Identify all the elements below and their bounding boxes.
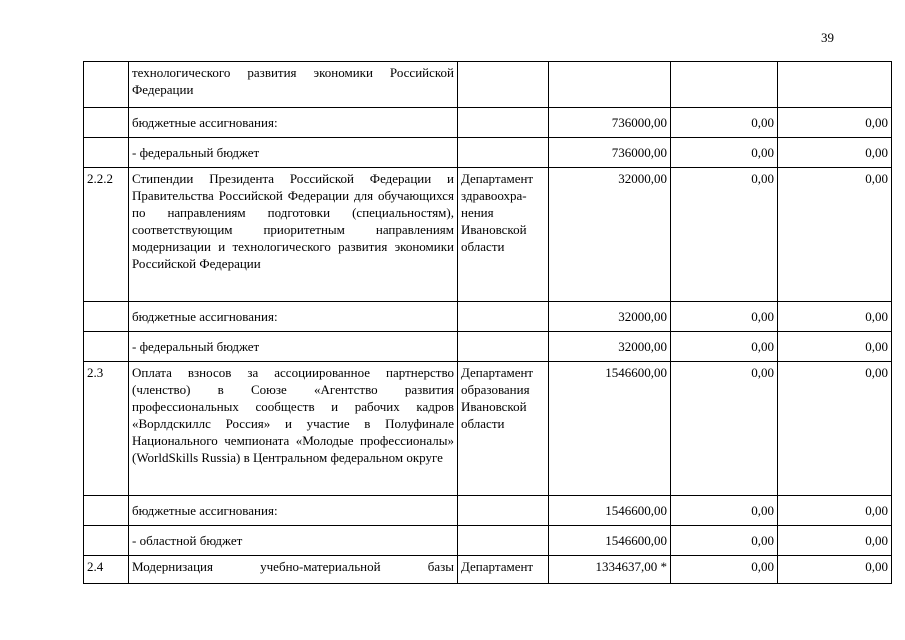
row-value-year2 — [671, 62, 778, 108]
table-row — [84, 496, 892, 526]
table-row — [84, 302, 892, 332]
row-financing: 32000,00 — [549, 332, 671, 362]
row-financing: 1334637,00 * — [549, 556, 671, 584]
row-number — [84, 302, 129, 332]
row-value-year3: 0,00 — [778, 332, 892, 362]
table-row — [84, 168, 892, 302]
row-number: 2.4 — [84, 556, 129, 584]
row-executor — [458, 332, 549, 362]
row-value-year3: 0,00 — [778, 168, 892, 302]
row-number — [84, 138, 129, 168]
row-financing: 1546600,00 — [549, 526, 671, 556]
table-row — [84, 362, 892, 496]
row-value-year2: 0,00 — [671, 108, 778, 138]
row-name: Оплата взносов за ассоциированное партнерство (членство) в Союзе «Агентство развития профессиональных сообществ и рабочих кадров «Ворлдскиллс Россия» и участие в Полуфинале Национального чемпионата «Молодые профессионалы» (WorldSkills Russia) в Центральном федеральном округе — [129, 362, 458, 496]
row-value-year3: 0,00 — [778, 556, 892, 584]
row-number — [84, 62, 129, 108]
row-executor: Департамент образования Ивановской области — [458, 362, 549, 496]
row-value-year3 — [778, 62, 892, 108]
row-name: бюджетные ассигнования: — [129, 108, 458, 138]
table-row — [84, 108, 892, 138]
row-value-year2: 0,00 — [671, 302, 778, 332]
row-financing: 32000,00 — [549, 168, 671, 302]
row-name: бюджетные ассигнования: — [129, 496, 458, 526]
table-row — [84, 62, 892, 108]
row-executor — [458, 526, 549, 556]
row-executor: Департамент здравоохра-нения Ивановской области — [458, 168, 549, 302]
row-number — [84, 332, 129, 362]
table-row — [84, 556, 892, 584]
row-executor — [458, 62, 549, 108]
table-row — [84, 526, 892, 556]
row-value-year2: 0,00 — [671, 138, 778, 168]
row-name: - федеральный бюджет — [129, 138, 458, 168]
row-value-year2: 0,00 — [671, 168, 778, 302]
row-value-year3: 0,00 — [778, 526, 892, 556]
row-name: - областной бюджет — [129, 526, 458, 556]
row-number — [84, 496, 129, 526]
row-number: 2.3 — [84, 362, 129, 496]
row-name: технологического развития экономики Российской Федерации — [129, 62, 458, 108]
table-row — [84, 332, 892, 362]
row-name: - федеральный бюджет — [129, 332, 458, 362]
row-value-year2: 0,00 — [671, 556, 778, 584]
row-value-year3: 0,00 — [778, 362, 892, 496]
row-executor — [458, 302, 549, 332]
row-number — [84, 108, 129, 138]
row-executor — [458, 138, 549, 168]
row-value-year3: 0,00 — [778, 496, 892, 526]
row-executor — [458, 108, 549, 138]
row-value-year2: 0,00 — [671, 362, 778, 496]
row-executor — [458, 496, 549, 526]
row-name: Модернизация учебно-материальной базы — [129, 556, 458, 584]
row-name: бюджетные ассигнования: — [129, 302, 458, 332]
row-executor: Департамент — [458, 556, 549, 584]
row-financing: 1546600,00 — [549, 496, 671, 526]
row-financing: 736000,00 — [549, 138, 671, 168]
row-financing: 1546600,00 — [549, 362, 671, 496]
budget-table — [83, 61, 892, 584]
row-number — [84, 526, 129, 556]
row-financing: 736000,00 — [549, 108, 671, 138]
row-financing: 32000,00 — [549, 302, 671, 332]
row-name: Стипендии Президента Российской Федерации и Правительства Российской Федерации для обучающихся по направлениям подготовки (специальностям), соответствующим приоритетным направлениям модернизации и технологического развития экономики Российской Федерации — [129, 168, 458, 302]
table-row — [84, 138, 892, 168]
row-number: 2.2.2 — [84, 168, 129, 302]
row-financing — [549, 62, 671, 108]
row-value-year3: 0,00 — [778, 138, 892, 168]
row-value-year3: 0,00 — [778, 108, 892, 138]
row-value-year2: 0,00 — [671, 526, 778, 556]
page-number: 39 — [821, 30, 834, 45]
row-value-year2: 0,00 — [671, 332, 778, 362]
row-value-year2: 0,00 — [671, 496, 778, 526]
row-value-year3: 0,00 — [778, 302, 892, 332]
